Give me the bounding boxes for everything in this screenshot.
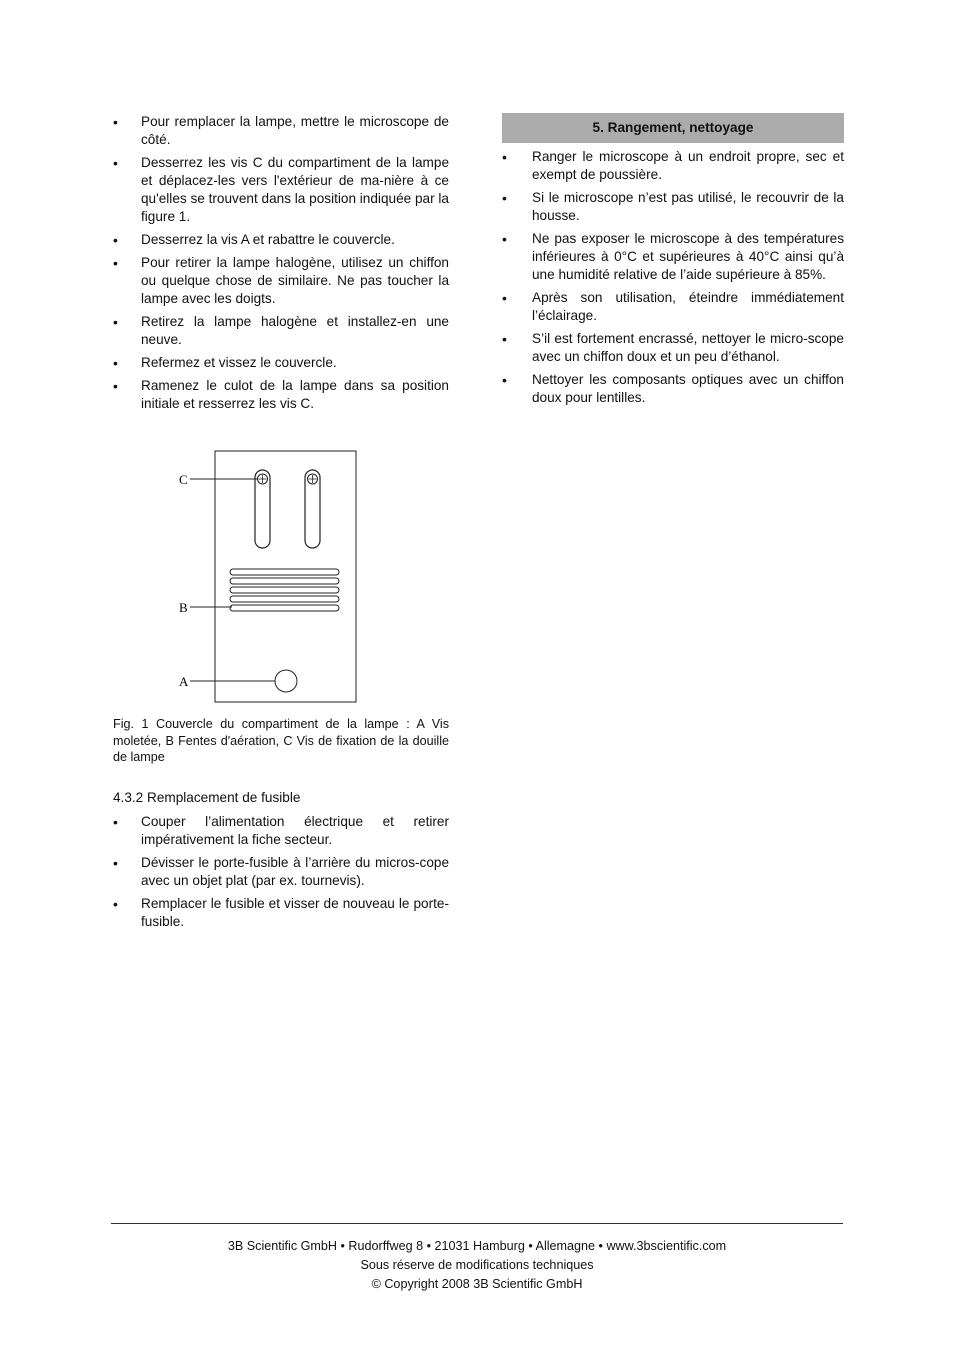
- storage-cleaning-list: [502, 148, 844, 407]
- label-b: B: [179, 600, 188, 615]
- list-item: • Pour remplacer la lampe, mettre le microscope de côté.: [113, 113, 449, 149]
- list-item: • Refermez et vissez le couvercle.: [113, 354, 449, 372]
- list-item: • Ne pas exposer le microscope à des températures inférieures à 0°C et supérieures à 40°C ainsi qu’à une humidité relative de l’aide supérieure à 85%.: [502, 230, 844, 284]
- lamp-replacement-list: [113, 113, 449, 413]
- list-item: • Desserrez les vis C du compartiment de la lampe et déplacez-les vers l'extérieur de ma-nière à ce qu'elles se trouvent dans la position indiquée par la figure 1.: [113, 154, 449, 226]
- list-item: • Si le microscope n’est pas utilisé, le recouvrir de la housse.: [502, 189, 844, 225]
- label-a: A: [179, 674, 189, 689]
- list-item: • Remplacer le fusible et visser de nouveau le porte-fusible.: [113, 895, 449, 931]
- list-item: • Retirez la lampe halogène et installez-en une neuve.: [113, 313, 449, 349]
- list-item: • Couper l’alimentation électrique et retirer impérativement la fiche secteur.: [113, 813, 449, 849]
- list-item: • Pour retirer la lampe halogène, utilisez un chiffon ou quelque chose de similaire. Ne pas toucher la lampe avec les doigts.: [113, 254, 449, 308]
- footer-copyright: © Copyright 2008 3B Scientific GmbH: [371, 1277, 583, 1291]
- fuse-replacement-section: [113, 813, 449, 936]
- footer: [111, 1237, 843, 1294]
- list-item: • S’il est fortement encrassé, nettoyer le micro-scope avec un chiffon doux et un peu d’éthanol.: [502, 330, 844, 366]
- left-column: [113, 113, 449, 418]
- subsection-title: 4.3.2 Remplacement de fusible: [113, 790, 301, 805]
- footer-notice: Sous réserve de modifications techniques: [360, 1258, 594, 1272]
- lamp-cover-diagram: [169, 450, 369, 704]
- list-item: • Dévisser le porte-fusible à l’arrière du micros-cope avec un objet plat (par ex. tournevis).: [113, 854, 449, 890]
- label-c: C: [179, 472, 188, 487]
- cover-outline: [215, 451, 356, 702]
- knurled-screw-a: [275, 670, 297, 692]
- list-item: • Ramenez le culot de la lampe dans sa position initiale et resserrez les vis C.: [113, 377, 449, 413]
- list-item: • Desserrez la vis A et rabattre le couvercle.: [113, 231, 449, 249]
- list-item: • Ranger le microscope à un endroit propre, sec et exempt de poussière.: [502, 148, 844, 184]
- ventilation-slots: [230, 569, 339, 611]
- footer-divider: [111, 1223, 843, 1224]
- fuse-replacement-list: [113, 813, 449, 931]
- footer-address: 3B Scientific GmbH • Rudorffweg 8 • 21031 Hamburg • Allemagne • www.3bscientific.com: [227, 1239, 727, 1253]
- list-item: • Après son utilisation, éteindre immédiatement l’éclairage.: [502, 289, 844, 325]
- section-title: 5. Rangement, nettoyage: [502, 113, 844, 143]
- figure-caption: Fig. 1 Couvercle du compartiment de la lampe : A Vis moletée, B Fentes d'aération, C Vis de fixation de la douille de lampe: [113, 717, 449, 764]
- list-item: • Nettoyer les composants optiques avec un chiffon doux pour lentilles.: [502, 371, 844, 407]
- right-column: [502, 113, 844, 412]
